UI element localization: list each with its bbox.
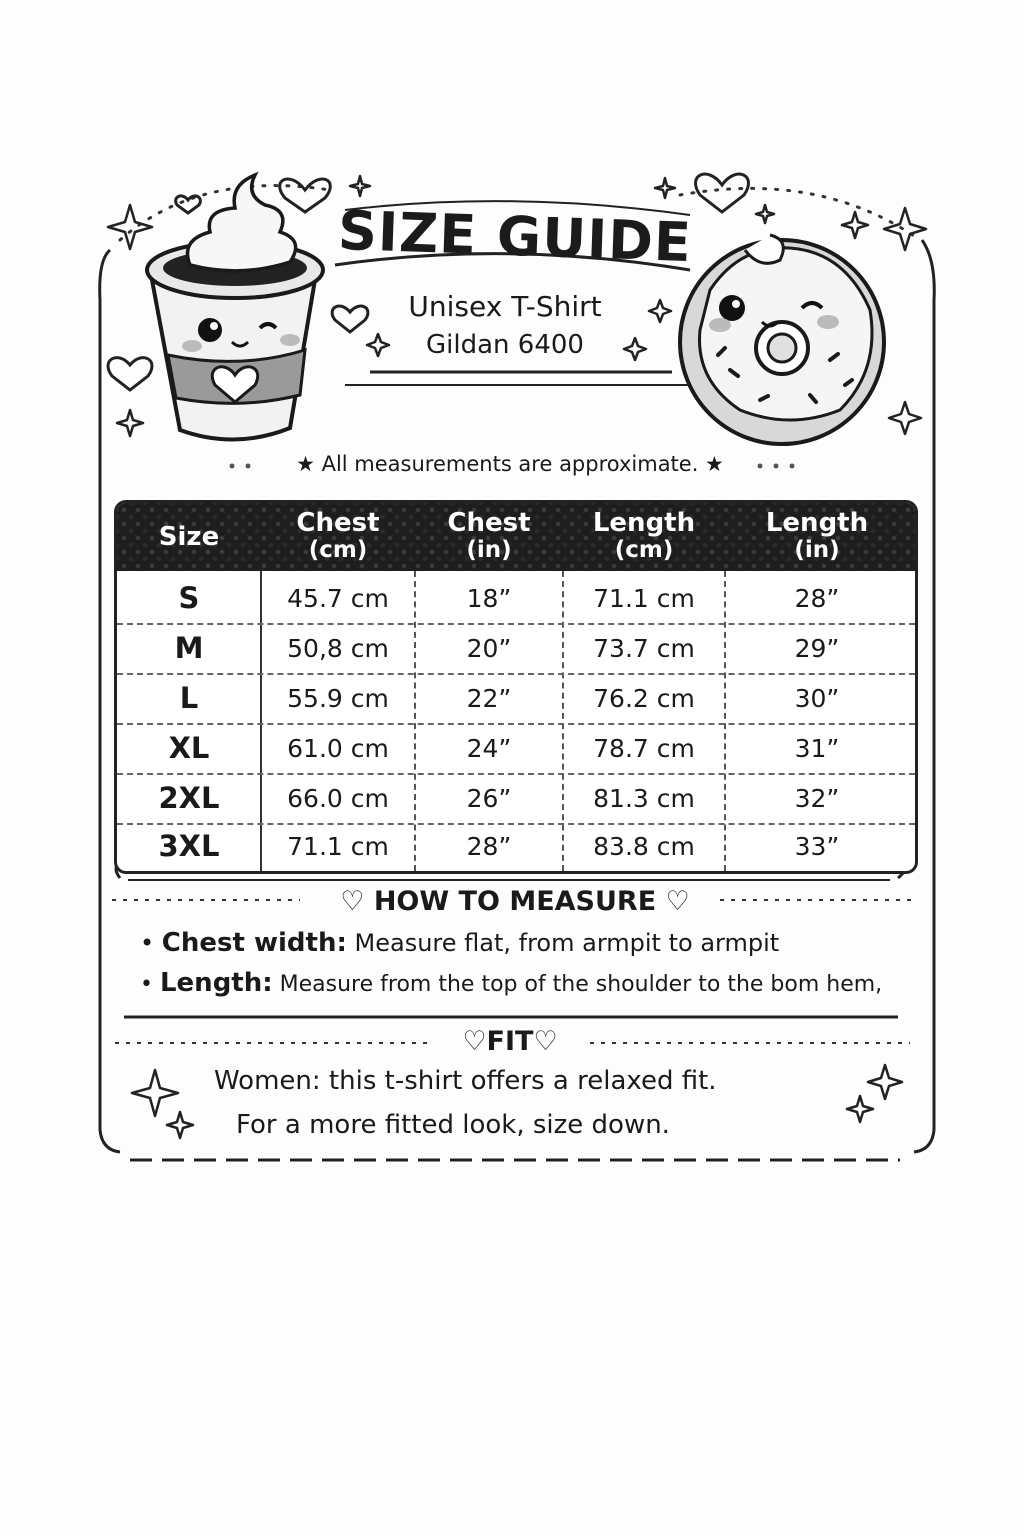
size-cell: S	[178, 581, 200, 615]
size-cell: 2XL	[158, 781, 220, 815]
header-chest-cm: Chest (cm)	[296, 508, 380, 563]
chest-cm-cell: 45.7 cm	[287, 583, 389, 613]
table-row	[117, 573, 915, 623]
length-cm-cell: 83.8 cm	[593, 831, 695, 861]
heart-icon: ♡	[533, 1026, 558, 1057]
table-row	[117, 821, 915, 871]
table-header	[117, 503, 915, 571]
how-to-measure-heading: ♡ HOW TO MEASURE ♡	[340, 886, 690, 917]
size-cell: L	[179, 681, 199, 715]
product-subtitle: Unisex T-Shirt	[408, 290, 602, 323]
length-in-cell: 28”	[794, 583, 840, 613]
table-row	[117, 673, 915, 723]
donut-icon	[670, 230, 900, 445]
chest-in-cell: 26”	[466, 783, 512, 813]
header-length-cm: Length (cm)	[592, 508, 696, 563]
size-cell: 3XL	[158, 829, 220, 863]
approximate-note: ★ All measurements are approximate. ★	[296, 452, 724, 476]
chest-cm-cell: 61.0 cm	[287, 733, 389, 763]
size-cell: M	[174, 631, 204, 665]
size-table	[114, 500, 918, 874]
length-cm-cell: 78.7 cm	[593, 733, 695, 763]
table-row	[117, 723, 915, 773]
table-row	[117, 623, 915, 673]
length-in-cell: 32”	[794, 783, 840, 813]
fit-heading: ♡FIT♡	[462, 1026, 558, 1057]
chest-in-cell: 22”	[466, 683, 512, 713]
chest-in-cell: 18”	[466, 583, 512, 613]
chest-cm-cell: 71.1 cm	[287, 831, 389, 861]
header-size: Size	[158, 521, 220, 552]
coffee-cup-icon	[140, 170, 350, 450]
length-cm-cell: 71.1 cm	[593, 583, 695, 613]
measure-chest-item: • Chest width: Measure flat, from armpit to armpit	[140, 928, 780, 958]
chest-cm-cell: 50,8 cm	[287, 633, 389, 663]
fit-line-1: Women: this t-shirt offers a relaxed fit.	[214, 1066, 717, 1096]
size-cell: XL	[168, 731, 210, 765]
page-title: SIZE GUIDE	[337, 198, 693, 275]
measure-length-item: • Length: Measure from the top of the shoulder to the bom hem,	[140, 968, 883, 998]
length-in-cell: 30”	[794, 683, 840, 713]
table-row	[117, 773, 915, 823]
heart-icon: ♡	[340, 886, 374, 917]
length-in-cell: 31”	[794, 733, 840, 763]
chest-in-cell: 24”	[466, 733, 512, 763]
product-model: Gildan 6400	[426, 330, 584, 360]
chest-cm-cell: 66.0 cm	[287, 783, 389, 813]
chest-in-cell: 28”	[466, 831, 512, 861]
header-length-in: Length (in)	[765, 508, 869, 563]
length-cm-cell: 73.7 cm	[593, 633, 695, 663]
length-cm-cell: 81.3 cm	[593, 783, 695, 813]
length-cm-cell: 76.2 cm	[593, 683, 695, 713]
chest-cm-cell: 55.9 cm	[287, 683, 389, 713]
heart-icon: ♡	[462, 1026, 487, 1057]
chest-in-cell: 20”	[466, 633, 512, 663]
header-chest-in: Chest (in)	[447, 508, 531, 563]
length-in-cell: 29”	[794, 633, 840, 663]
fit-line-2: For a more fitted look, size down.	[236, 1110, 670, 1140]
heart-icon: ♡	[656, 886, 690, 917]
length-in-cell: 33”	[794, 831, 840, 861]
